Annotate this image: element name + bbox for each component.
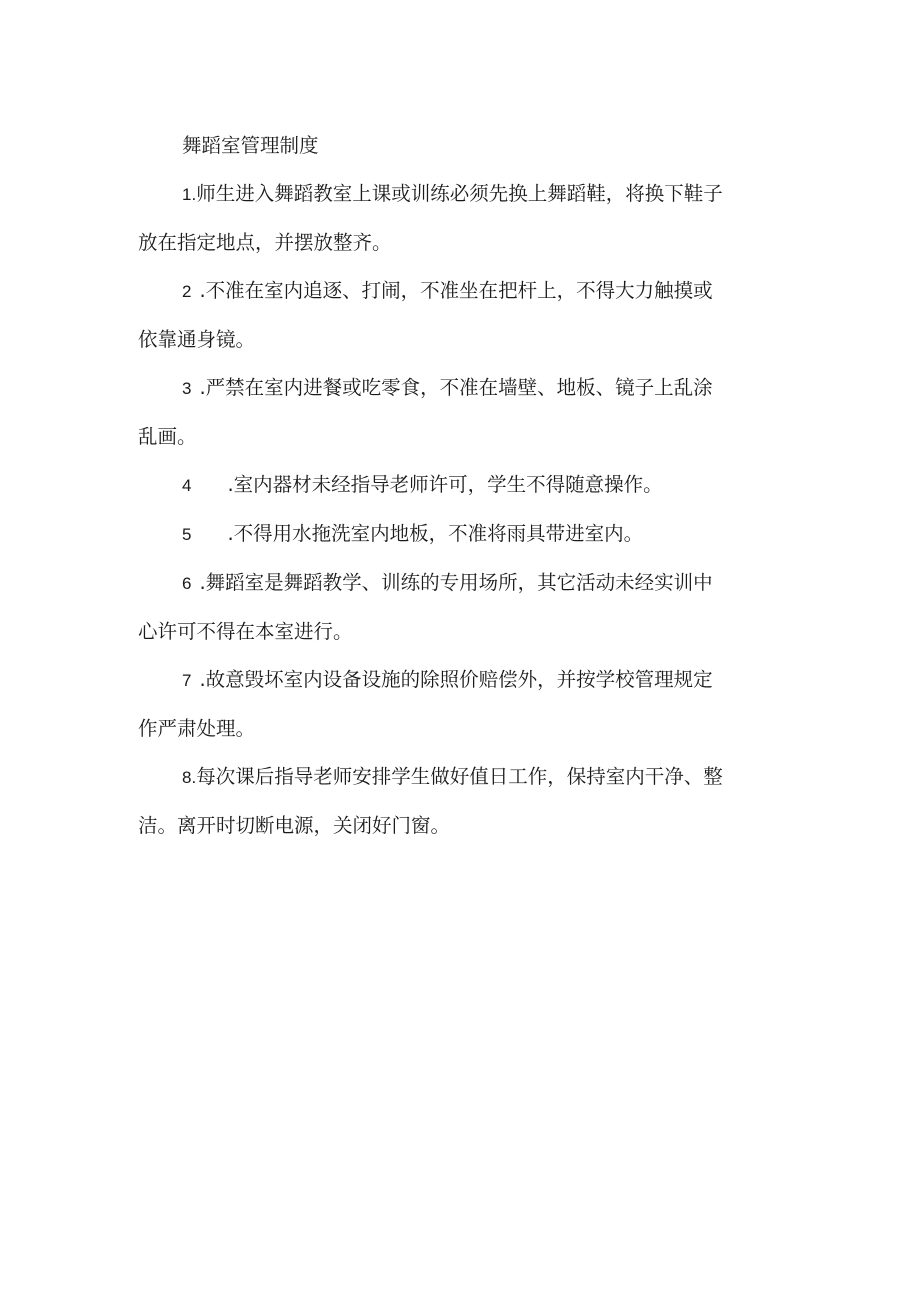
rule-item-5 — [138, 510, 786, 559]
rule-text-line: .室内器材未经指导老师许可，学生不得随意操作。 — [227, 473, 663, 496]
rule-number: 4 — [182, 476, 192, 495]
rule-text-line: 每次课后指导老师安排学生做好值日工作，保持室内干净、整 — [196, 765, 723, 788]
rule-text-line: 师生进入舞蹈教室上课或训练必须先换上舞蹈鞋，将换下鞋子 — [196, 182, 723, 205]
rule-text-line: .故意毁坏室内设备设施的除照价赔偿外，并按学校管理规定 — [199, 668, 713, 691]
rule-item-2 — [138, 267, 786, 364]
rule-item-6 — [138, 559, 786, 656]
document-body — [138, 122, 786, 850]
rule-item-3 — [138, 364, 786, 461]
rule-number: 2 — [182, 282, 192, 301]
rule-item-4 — [138, 461, 786, 510]
rule-item-7 — [138, 656, 786, 753]
document-title: 舞蹈室管理制度 — [182, 134, 319, 157]
rule-item-8 — [138, 753, 786, 850]
rule-number: 1. — [182, 185, 197, 204]
rule-text-line: .不准在室内追逐、打闹，不准坐在把杆上，不得大力触摸或 — [199, 279, 713, 302]
rule-number: 6 — [182, 574, 192, 593]
rule-number: 7 — [182, 671, 192, 690]
rule-text-line: 放在指定地点，并摆放整齐。 — [138, 231, 392, 254]
rule-text-line: 作严肃处理。 — [138, 717, 256, 740]
rule-number: 5 — [182, 525, 192, 544]
rule-text-line: .严禁在室内进餐或吃零食，不准在墙壁、地板、镜子上乱涂 — [199, 376, 713, 399]
rule-number: 3 — [182, 379, 192, 398]
rule-text-line: 洁。离开时切断电源，关闭好门窗。 — [138, 814, 451, 837]
rule-text-line: 乱画。 — [138, 425, 197, 448]
rule-text-line: 依靠通身镜。 — [138, 328, 256, 351]
rule-text-line: 心许可不得在本室进行。 — [138, 620, 353, 643]
rule-number: 8. — [182, 768, 197, 787]
rule-text-line: .舞蹈室是舞蹈教学、训练的专用场所，其它活动未经实训中 — [199, 571, 713, 594]
rule-text-line: .不得用水拖洗室内地板，不准将雨具带进室内。 — [227, 522, 644, 545]
rule-item-1 — [138, 170, 786, 267]
